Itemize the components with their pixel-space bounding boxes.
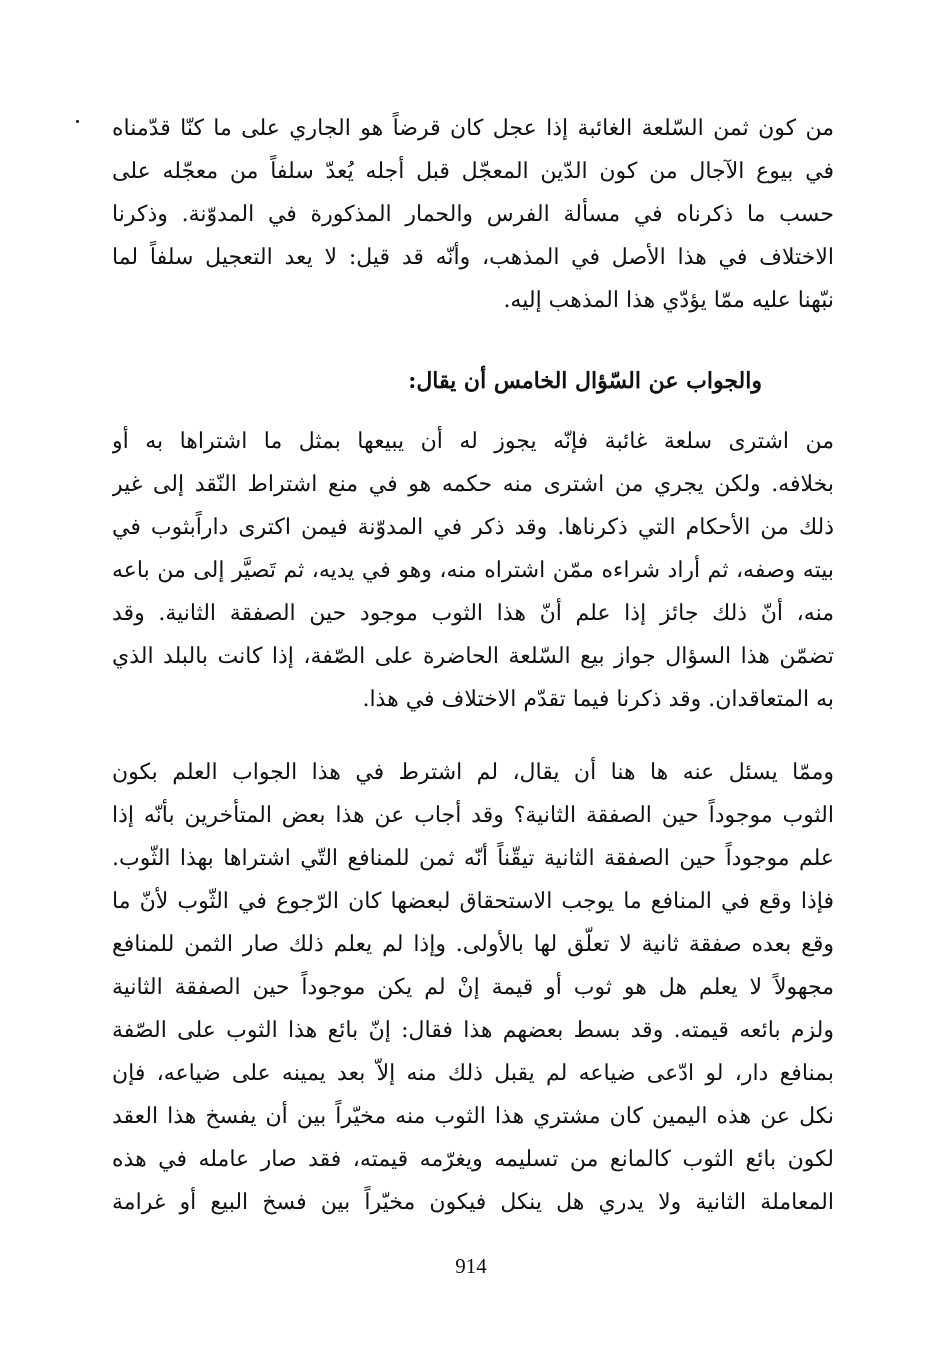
text-line: نبّهنا عليه ممّا يؤدّي هذا المذهب إليه. xyxy=(503,288,834,313)
text-line: وقع بعده صفقة ثانية لا تعلّق لها بالأولى. وإذا لم يعلم ذلك صار الثمن للمنافع xyxy=(112,932,834,957)
text-line: فإذا وقع في المنافع ما يوجب الاستحقاق لبعضها كان الرّجوع في الثّوب لأنّ ما xyxy=(112,889,834,914)
text-line: مجهولاً لا يعلم هل هو ثوب أو قيمة إنْ لم يكن موجوداً حين الصفقة الثانية xyxy=(112,975,834,1000)
text-line: من اشترى سلعة غائبة فإنّه يجوز له أن يبيعها بمثل ما اشتراها به أو xyxy=(112,429,834,454)
page-number: 914 xyxy=(455,1254,487,1278)
text-line: منه، أنّ ذلك جائز إذا علم أنّ هذا الثوب موجود حين الصفقة الثانية. وقد xyxy=(112,601,834,626)
text-line: بمنافع دار، لو ادّعى ضياعه لم يقبل ذلك منه إلاّ بعد يمينه على ضياعه، فإن xyxy=(112,1061,834,1086)
text-line: الاختلاف في هذا الأصل في المذهب، وأنّه قد قيل: لا يعد التعجيل سلفاً لما xyxy=(112,245,834,270)
text-line: في بيوع الآجال من كون الدّين المعجّل قبل أجله يُعدّ سلفاً من معجّله على xyxy=(112,159,834,184)
text-line: وممّا يسئل عنه ها هنا أن يقال، لم اشترط في هذا الجواب العلم بكون xyxy=(112,760,834,785)
paragraph-3 xyxy=(112,751,834,1224)
text-line: لكون بائع الثوب كالمانع من تسليمه ويغرّمه قيمته، فقد صار عامله في هذه xyxy=(112,1147,834,1172)
paragraph-1 xyxy=(112,107,834,322)
text-line: ذلك من الأحكام التي ذكرناها. وقد ذكر في المدوّنة فيمن اكترى داراًبثوب في xyxy=(112,515,834,540)
margin-dot xyxy=(76,120,79,123)
text-line: علم موجوداً حين الصفقة الثانية تيقّناً أنّه ثمن للمنافع التّي اشتراها بهذا الثّوب. xyxy=(112,846,834,871)
text-line: بيته وصفه، ثم أراد شراءه ممّن اشتراه منه، وهو في يديه، ثم تَصيَّر إلى من باعه xyxy=(112,558,834,583)
text-line: الثوب موجوداً حين الصفقة الثانية؟ وقد أجاب عن هذا بعض المتأخرين بأنّه إذا xyxy=(112,803,834,828)
text-line: به المتعاقدان. وقد ذكرنا فيما تقدّم الاختلاف في هذا. xyxy=(362,687,834,712)
text-line: ولزم بائعه قيمته. وقد بسط بعضهم هذا فقال: إنّ بائع هذا الثوب على الصّفة xyxy=(112,1018,834,1043)
text-line: المعاملة الثانية ولا يدري هل ينكل فيكون مخيّراً بين فسخ البيع أو غرامة xyxy=(112,1190,834,1215)
section-heading: والجواب عن السّؤال الخامس أن يقال: xyxy=(408,368,762,394)
text-line: نكل عن هذه اليمين كان مشتري هذا الثوب منه مخيّراً بين أن يفسخ هذا العقد xyxy=(112,1104,834,1129)
text-line: حسب ما ذكرناه في مسألة الفرس والحمار المذكورة في المدوّنة. وذكرنا xyxy=(112,202,834,227)
text-line: من كون ثمن السّلعة الغائبة إذا عجل كان قرضاً هو الجاري على ما كنّا قدّمناه xyxy=(112,116,834,141)
text-line: بخلافه. ولكن يجري من اشترى منه حكمه هو في منع اشتراط النّقد إلى غير xyxy=(112,472,834,497)
text-line: تضمّن هذا السؤال جواز بيع السّلعة الحاضرة على الصّفة، إذا كانت بالبلد الذي xyxy=(112,644,834,669)
paragraph-2 xyxy=(112,420,834,721)
